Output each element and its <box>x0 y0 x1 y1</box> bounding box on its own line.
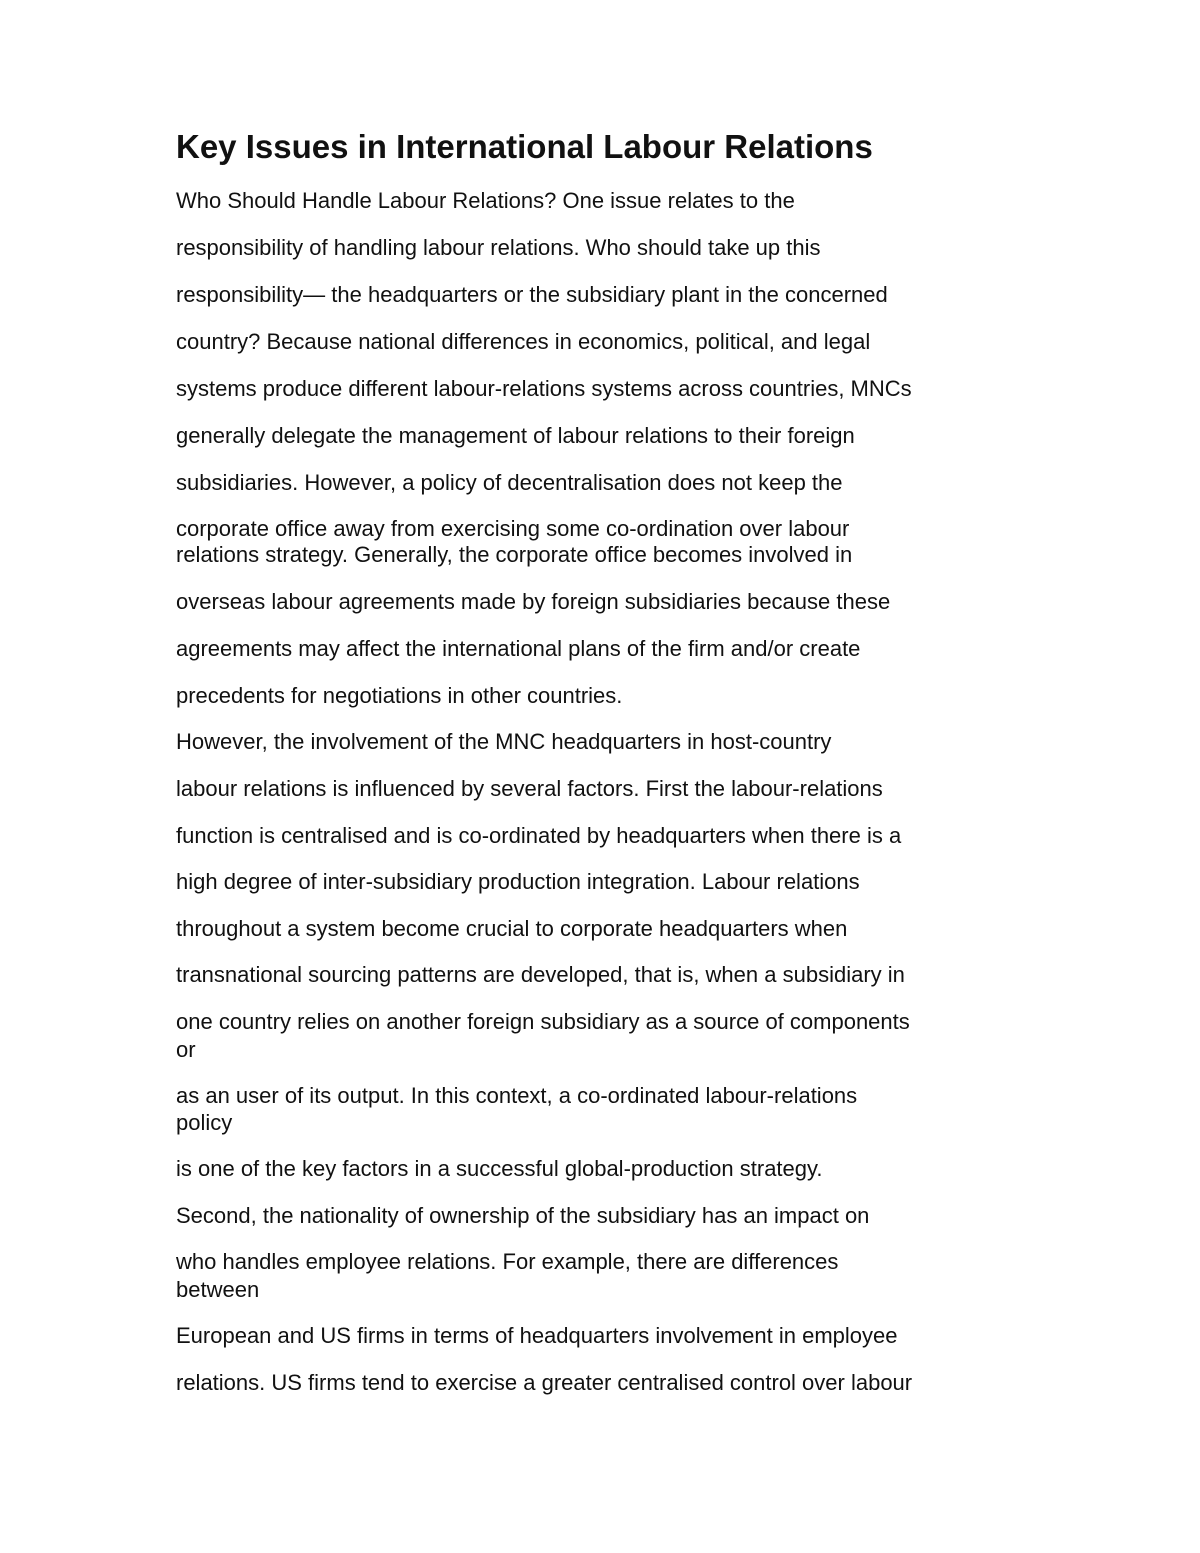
text-line: is one of the key factors in a successful global-production strategy. <box>176 1156 823 1181</box>
text-line: generally delegate the management of labour relations to their foreign <box>176 423 855 448</box>
text-line: one country relies on another foreign subsidiary as a source of components <box>176 1009 910 1034</box>
text-line: between <box>176 1277 260 1302</box>
text-line: function is centralised and is co-ordinated by headquarters when there is a <box>176 823 902 848</box>
text-line: policy <box>176 1110 233 1135</box>
document-title: Key Issues in International Labour Relations <box>176 128 873 165</box>
text-line: throughout a system become crucial to corporate headquarters when <box>176 916 848 941</box>
text-line: relations. US firms tend to exercise a greater centralised control over labour <box>176 1370 913 1395</box>
text-line: agreements may affect the international plans of the firm and/or create <box>176 636 861 661</box>
text-line: overseas labour agreements made by foreign subsidiaries because these <box>176 589 891 614</box>
text-line: precedents for negotiations in other countries. <box>176 683 623 708</box>
text-line: labour relations is influenced by several factors. First the labour-relations <box>176 776 883 801</box>
text-line: Second, the nationality of ownership of the subsidiary has an impact on <box>176 1203 870 1228</box>
text-line: systems produce different labour-relations systems across countries, MNCs <box>176 376 912 401</box>
text-line: who handles employee relations. For example, there are differences <box>176 1249 839 1274</box>
text-line: subsidiaries. However, a policy of decentralisation does not keep the <box>176 470 843 495</box>
text-line: responsibility of handling labour relations. Who should take up this <box>176 235 821 260</box>
text-line: However, the involvement of the MNC headquarters in host-country <box>176 729 832 754</box>
text-line: or <box>176 1037 196 1062</box>
text-line: as an user of its output. In this context, a co-ordinated labour-relations <box>176 1083 858 1108</box>
text-line: high degree of inter-subsidiary production integration. Labour relations <box>176 869 860 894</box>
text-line: European and US firms in terms of headquarters involvement in employee <box>176 1323 898 1348</box>
text-line: Who Should Handle Labour Relations? One issue relates to the <box>176 188 795 213</box>
text-line: responsibility— the headquarters or the subsidiary plant in the concerned <box>176 282 888 307</box>
text-line: country? Because national differences in economics, political, and legal <box>176 329 871 354</box>
text-line: corporate office away from exercising some co-ordination over labour <box>176 516 850 541</box>
text-line: relations strategy. Generally, the corporate office becomes involved in <box>176 542 853 567</box>
text-line: transnational sourcing patterns are developed, that is, when a subsidiary in <box>176 962 905 987</box>
